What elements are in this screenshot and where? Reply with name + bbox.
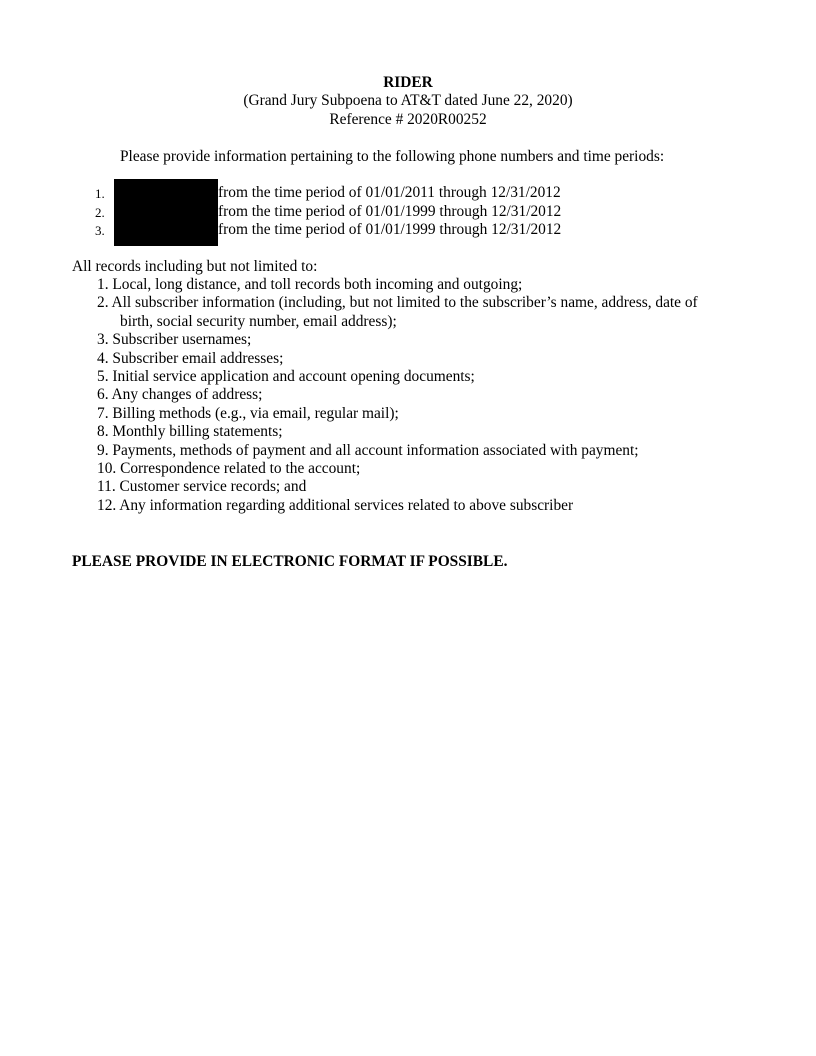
electronic-format-note: PLEASE PROVIDE IN ELECTRONIC FORMAT IF POSSIBLE. xyxy=(72,553,508,570)
list-item: 3. Subscriber usernames; xyxy=(97,331,252,349)
list-item: 2. All subscriber information (including, but not limited to the subscriber’s name, address, date of xyxy=(97,294,698,312)
list-item: 9. Payments, methods of payment and all account information associated with payment; xyxy=(97,441,639,459)
list-item: 11. Customer service records; and xyxy=(97,478,307,496)
phone-entry-number: 3. xyxy=(95,223,105,239)
phone-entry-number: 1. xyxy=(95,186,105,201)
document-header xyxy=(0,74,816,129)
phone-entry-number: 2. xyxy=(95,204,105,220)
document-subtitle: (Grand Jury Subpoena to AT&T dated June 22, 2020) xyxy=(243,92,573,110)
reference-number: Reference # 2020R00252 xyxy=(329,110,487,128)
records-intro: All records including but not limited to: xyxy=(72,258,318,275)
phone-entry-period: from the time period of 01/01/2011 through 12/31/2012 xyxy=(218,184,561,201)
records-list xyxy=(97,276,747,515)
list-item: 4. Subscriber email addresses; xyxy=(97,349,284,367)
list-item: 10. Correspondence related to the account; xyxy=(97,460,361,478)
list-item: 12. Any information regarding additional services related to above subscriber xyxy=(97,496,574,514)
phone-entry-period: from the time period of 01/01/1999 through 12/31/2012 xyxy=(218,221,562,239)
redaction-block xyxy=(114,179,218,246)
list-item: 6. Any changes of address; xyxy=(97,386,263,404)
list-item: 1. Local, long distance, and toll records both incoming and outgoing; xyxy=(97,276,523,293)
list-item: 8. Monthly billing statements; xyxy=(97,423,283,441)
document-title: RIDER xyxy=(383,74,433,91)
list-item: 5. Initial service application and account opening documents; xyxy=(97,368,475,386)
list-item-continuation: birth, social security number, email address); xyxy=(120,312,397,330)
intro-paragraph: Please provide information pertaining to the following phone numbers and time periods: xyxy=(120,148,665,165)
list-item: 7. Billing methods (e.g., via email, regular mail); xyxy=(97,404,399,422)
phone-entry-period: from the time period of 01/01/1999 through 12/31/2012 xyxy=(218,202,562,220)
